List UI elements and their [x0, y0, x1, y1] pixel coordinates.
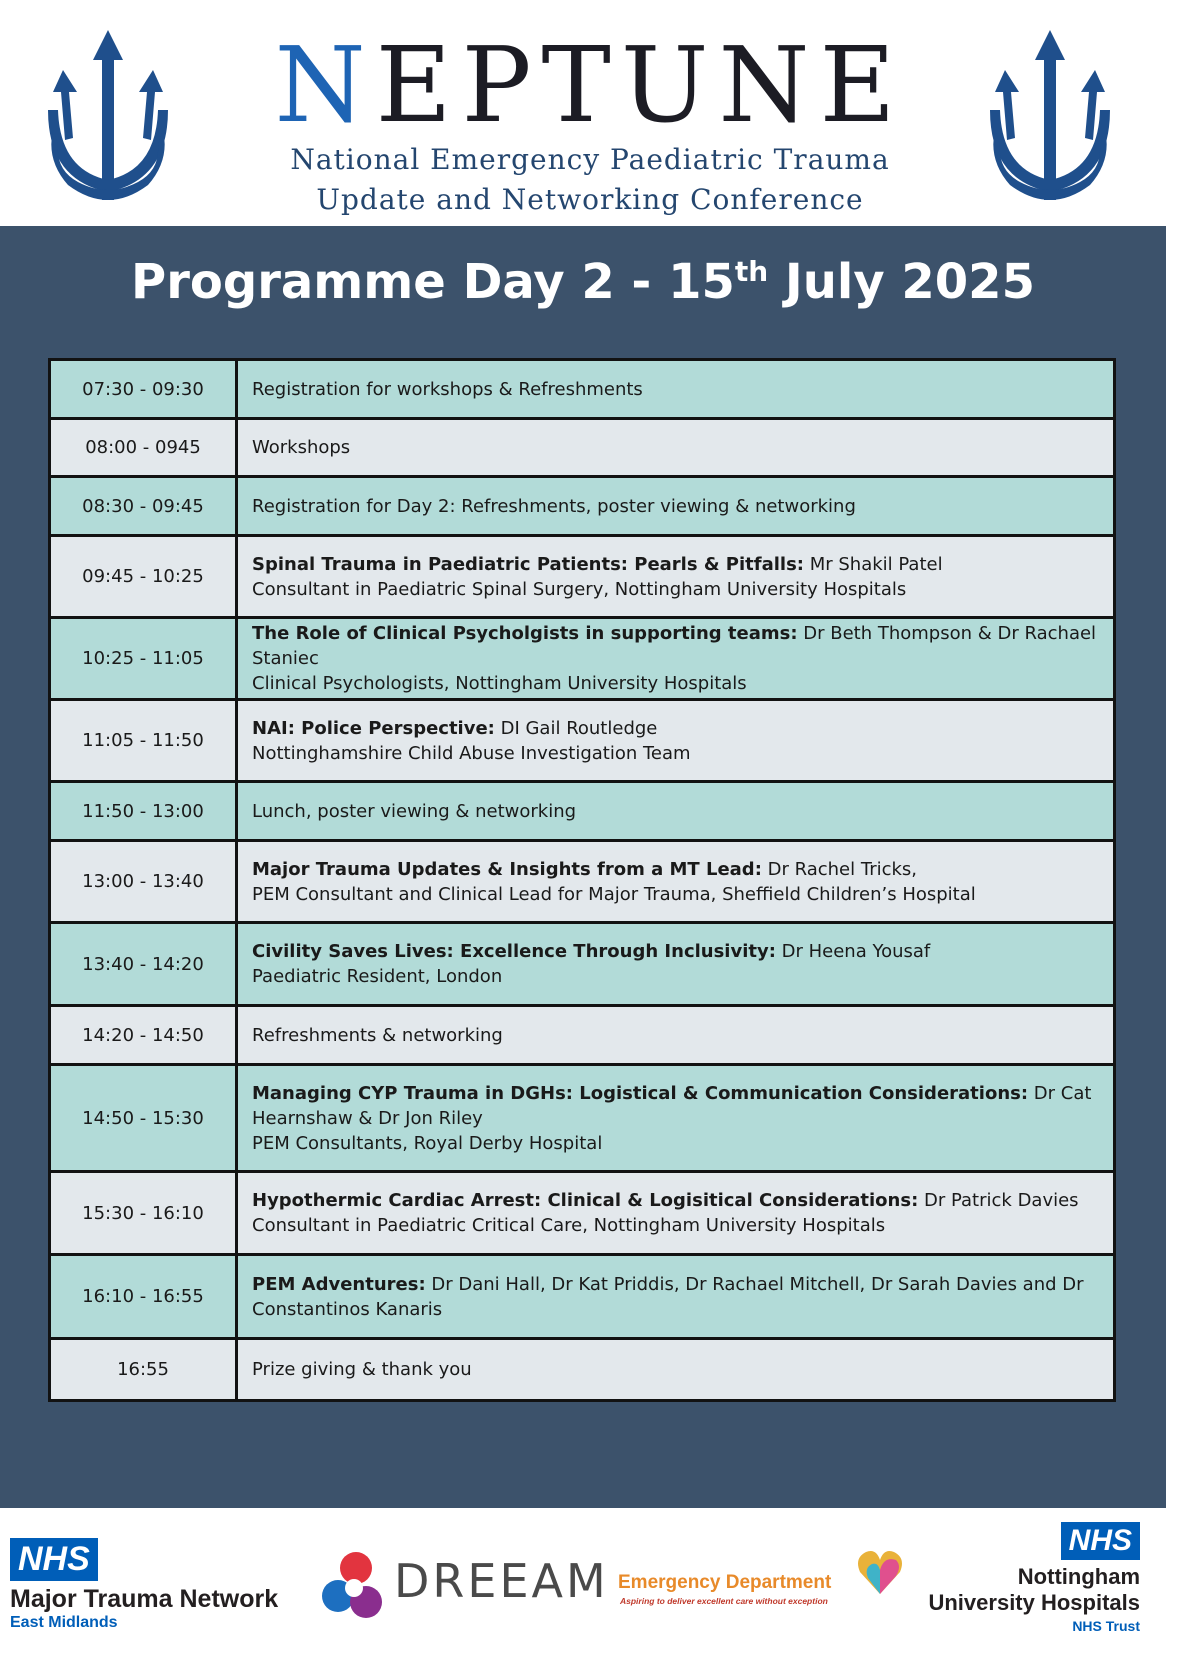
programme-heading [0, 254, 1166, 310]
trident-logo-icon [980, 30, 1140, 210]
dreeam-mark-icon [318, 1548, 390, 1624]
session-time: 11:05 - 11:50 [51, 701, 238, 780]
schedule-row [51, 420, 1113, 478]
session-speaker: Dr Cat Hearnshaw & Dr Jon Riley [252, 1082, 1092, 1129]
schedule-row [51, 1340, 1113, 1399]
trident-logo-icon [38, 30, 198, 210]
heading-month-year: July 2025 [768, 254, 1035, 310]
session-speaker: Workshops [252, 437, 351, 458]
session-time: 16:55 [51, 1340, 238, 1399]
schedule-row [51, 924, 1113, 1007]
schedule-row [51, 361, 1113, 420]
session-detail: Consultant in Paediatric Spinal Surgery, Nottingham University Hospitals [252, 578, 907, 600]
nuh-line-1: Nottingham [1017, 1564, 1140, 1589]
nuh-line-2: University Hospitals [928, 1590, 1140, 1615]
session-detail: Nottinghamshire Child Abuse Investigation Team [252, 742, 691, 764]
session-time: 08:30 - 09:45 [51, 478, 238, 534]
heart-icon [856, 1548, 904, 1598]
session-title: NAI: Police Perspective: [252, 717, 495, 739]
schedule-row [51, 701, 1113, 783]
schedule-table [48, 358, 1116, 1402]
session-detail: Paediatric Resident, London [252, 966, 503, 987]
subtitle-line-1: National Emergency Paediatric Trauma [290, 143, 890, 176]
session-speaker: Prize giving & thank you [252, 1359, 472, 1380]
session-time: 14:50 - 15:30 [51, 1066, 238, 1170]
programme-panel [0, 226, 1166, 1508]
conference-title [240, 24, 940, 146]
session-description [238, 1173, 1113, 1253]
session-time: 09:45 - 10:25 [51, 537, 238, 616]
session-description [238, 420, 1113, 475]
schedule-row [51, 1007, 1113, 1066]
session-time: 11:50 - 13:00 [51, 783, 238, 839]
session-speaker: Lunch, poster viewing & networking [252, 800, 577, 822]
session-speaker: Mr Shakil Patel [804, 553, 943, 575]
nhs-badge: NHS [10, 1538, 98, 1581]
session-speaker: Dr Rachel Tricks, [761, 858, 918, 880]
session-time: 08:00 - 0945 [51, 420, 238, 475]
session-description [238, 1066, 1113, 1170]
session-description [238, 842, 1113, 921]
conference-header [0, 0, 1179, 226]
nhs-badge: NHS [1061, 1522, 1140, 1560]
mtn-region: East Midlands [10, 1614, 118, 1631]
session-title: Major Trauma Updates & Insights from a MT Lead: [252, 858, 762, 880]
emergency-department-logo [618, 1548, 908, 1628]
ed-name: Emergency Department [618, 1572, 832, 1593]
session-detail: PEM Consultant and Clinical Lead for Major Trauma, Sheffield Children’s Hospital [252, 883, 976, 905]
nuh-trust: NHS Trust [1072, 1618, 1140, 1634]
session-time: 16:10 - 16:55 [51, 1256, 238, 1337]
session-title: Hypothermic Cardiac Arrest: Clinical & Logisitical Considerations: [252, 1190, 919, 1211]
session-description [238, 783, 1113, 839]
session-time: 13:00 - 13:40 [51, 842, 238, 921]
session-speaker: Refreshments & networking [252, 1024, 503, 1046]
session-description [238, 537, 1113, 616]
session-title: PEM Adventures: [252, 1273, 426, 1295]
session-time: 13:40 - 14:20 [51, 924, 238, 1004]
session-description [238, 1340, 1113, 1399]
conference-brand [240, 24, 940, 220]
schedule-row [51, 537, 1113, 619]
title-initial: N [274, 24, 376, 146]
session-description [238, 924, 1113, 1004]
session-detail: Clinical Psychologists, Nottingham University Hospitals [252, 673, 747, 694]
mtn-name: Major Trauma Network [10, 1585, 279, 1613]
session-description [238, 1007, 1113, 1063]
heading-ordinal: th [734, 255, 769, 288]
session-speaker: Registration for Day 2: Refreshments, poster viewing & networking [252, 495, 856, 517]
ed-tagline: Aspiring to deliver excellent care without exception [620, 1596, 828, 1606]
session-description [238, 361, 1113, 417]
nottingham-university-hospitals-logo [910, 1522, 1140, 1634]
session-detail: PEM Consultants, Royal Derby Hospital [252, 1132, 603, 1154]
dreeam-wordmark: DREEAM [394, 1554, 609, 1608]
session-description [238, 478, 1113, 534]
session-time: 15:30 - 16:10 [51, 1173, 238, 1253]
schedule-row [51, 1173, 1113, 1256]
heading-text: Programme Day 2 - 15 [131, 254, 735, 310]
subtitle-line-2: Update and Networking Conference [316, 183, 864, 216]
schedule-row [51, 783, 1113, 842]
session-speaker: DI Gail Routledge [494, 717, 658, 739]
schedule-row [51, 842, 1113, 924]
schedule-row [51, 1066, 1113, 1173]
session-speaker: Dr Patrick Davies [918, 1190, 1079, 1211]
session-speaker: Dr Dani Hall, Dr Kat Priddis, Dr Rachael Mitchell, Dr Sarah Davies and Dr Constantinos Kanaris [252, 1273, 1084, 1320]
session-description [238, 1256, 1113, 1337]
session-time: 10:25 - 11:05 [51, 619, 238, 698]
schedule-row [51, 619, 1113, 701]
session-speaker: Dr Heena Yousaf [775, 941, 931, 962]
title-rest: EPTUNE [375, 24, 906, 146]
session-title: Spinal Trauma in Paediatric Patients: Pearls & Pitfalls: [252, 553, 804, 575]
schedule-row [51, 478, 1113, 537]
session-description [238, 619, 1113, 698]
session-title: The Role of Clinical Psycholgists in supporting teams: [252, 623, 798, 644]
schedule-row [51, 1256, 1113, 1340]
session-time: 07:30 - 09:30 [51, 361, 238, 417]
session-time: 14:20 - 14:50 [51, 1007, 238, 1063]
session-title: Managing CYP Trauma in DGHs: Logistical & Communication Considerations: [252, 1082, 1029, 1104]
session-detail: Consultant in Paediatric Critical Care, Nottingham University Hospitals [252, 1215, 886, 1236]
sponsor-footer [0, 1508, 1179, 1671]
session-speaker: Dr Beth Thompson & Dr Rachael Staniec [252, 623, 1097, 669]
session-speaker: Registration for workshops & Refreshments [252, 378, 643, 400]
session-description [238, 701, 1113, 780]
major-trauma-network-logo [10, 1538, 300, 1632]
dreeam-logo [318, 1548, 609, 1628]
session-title: Civility Saves Lives: Excellence Through Inclusivity: [252, 941, 776, 962]
